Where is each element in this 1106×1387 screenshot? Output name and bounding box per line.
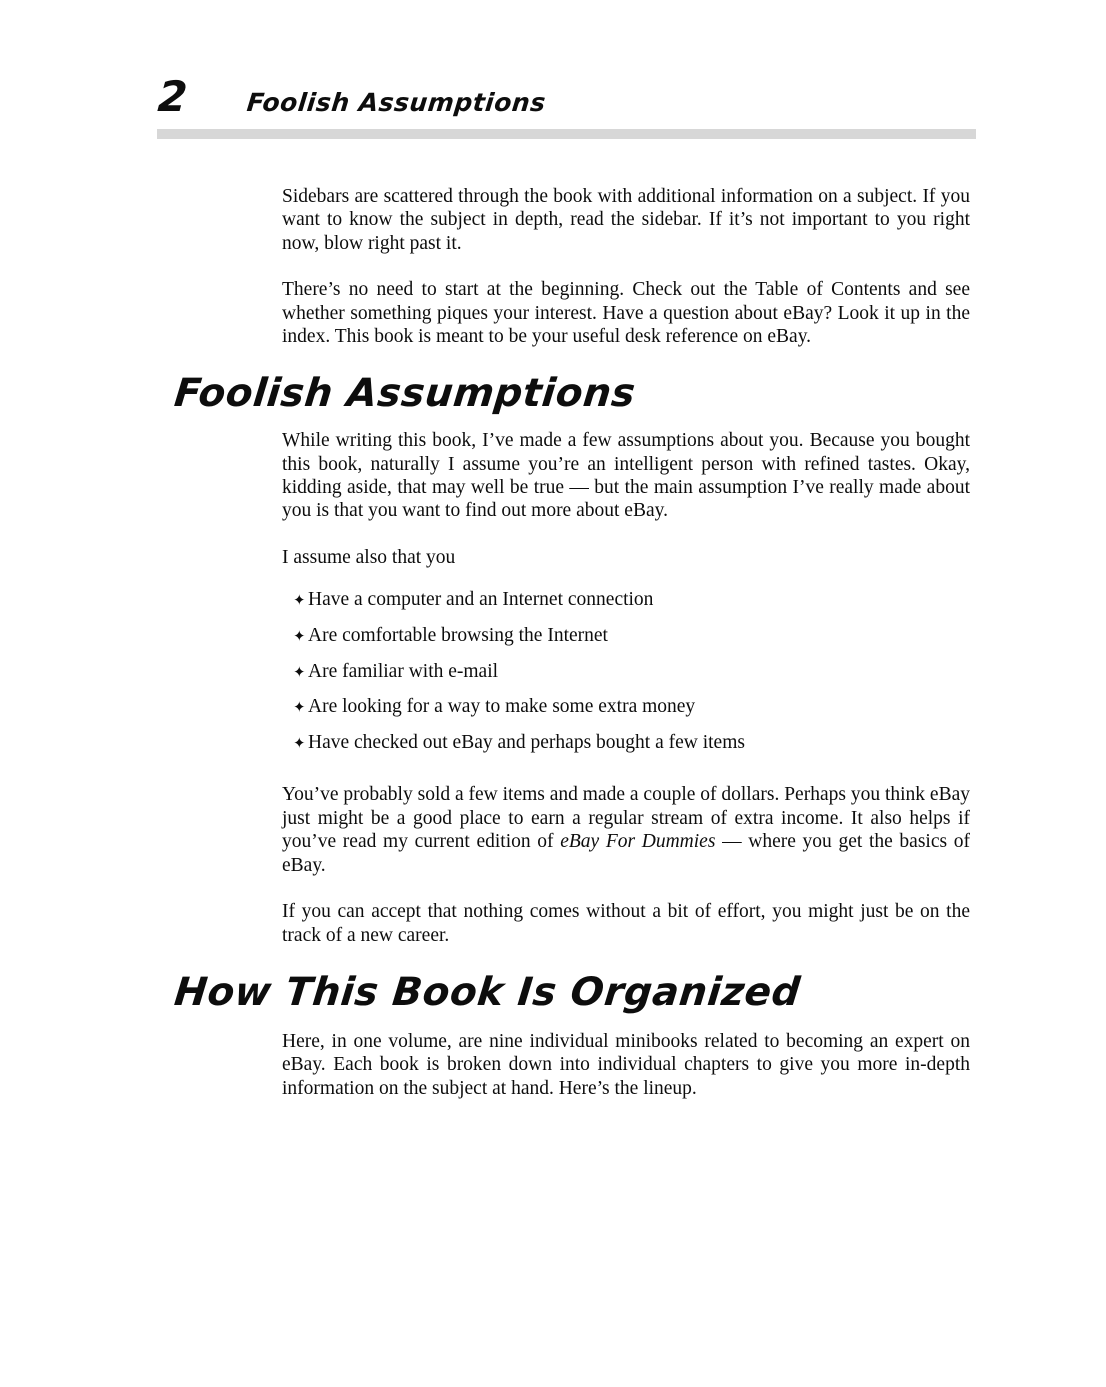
four-pointed-star-bullet-icon: ✦ — [293, 734, 306, 753]
paragraph-sidebars: Sidebars are scattered through the book with additional information on a subject. If you want to know the subject in depth, read the sidebar. If it’s not important to you right now, blow right past it. — [282, 186, 970, 254]
assumptions-list — [282, 588, 970, 755]
four-pointed-star-bullet-icon: ✦ — [293, 591, 306, 610]
running-header — [156, 72, 548, 121]
four-pointed-star-bullet-icon: ✦ — [293, 626, 306, 645]
four-pointed-star-bullet-icon: ✦ — [293, 698, 306, 717]
list-item — [282, 731, 970, 755]
list-item-text: Are looking for a way to make some extra money — [308, 696, 696, 718]
list-item-text: Have a computer and an Internet connection — [308, 589, 654, 611]
list-item — [282, 695, 970, 719]
running-header-title: Foolish Assumptions — [245, 88, 548, 117]
four-pointed-star-bullet-icon: ✦ — [293, 662, 306, 681]
paragraph-no-need-to-start: There’s no need to start at the beginning. Check out the Table of Contents and see whether something piques your interest. Have a question about eBay? Look it up in the index. This book is meant to be your useful desk reference on eBay. — [282, 279, 970, 348]
list-item-text: Are comfortable browsing the Internet — [308, 624, 608, 646]
paragraph-probably-sold — [282, 783, 970, 877]
paragraph-text-after-title: — where you get the basics of eBay. — [282, 831, 970, 876]
text-column — [172, 185, 970, 1123]
page-number: 2 — [156, 72, 189, 121]
book-title-ebay-for-dummies: eBay For Dummies — [560, 831, 716, 853]
list-item — [282, 624, 970, 648]
paragraph-text-before-title: You’ve probably sold a few items and made a couple of dollars. Perhaps you think eBay just might be a good place to earn a regular stream of extra income. It also helps if you’ve read my current edition of — [282, 784, 970, 853]
paragraph-if-you-can-accept: If you can accept that nothing comes without a bit of effort, you might just be on the track of a new career. — [282, 901, 970, 946]
paragraph-here-in-one-volume: Here, in one volume, are nine individual minibooks related to becoming an expert on eBay. Each book is broken down into individual chapters to give you more in-depth information on the subject at hand. Here’s the lineup. — [282, 1030, 970, 1099]
paragraph-while-writing: While writing this book, I’ve made a few assumptions about you. Because you bought this book, naturally I assume you’re an intelligent person with refined tastes. Okay, kidding aside, that may well be true — but the main assumption I’ve really made about you is that you want to find out more about eBay. — [282, 430, 970, 522]
paragraph-list-lead-in: I assume also that you — [282, 546, 456, 568]
list-item — [282, 660, 970, 684]
section-heading-how-this-book-is-organized: How This Book Is Organized — [172, 969, 803, 1015]
header-rule-divider — [157, 129, 976, 139]
list-item-text: Have checked out eBay and perhaps bought a few items — [308, 732, 745, 754]
list-item-text: Are familiar with e-mail — [308, 660, 499, 682]
section-heading-foolish-assumptions: Foolish Assumptions — [172, 371, 638, 417]
list-item — [282, 588, 970, 612]
